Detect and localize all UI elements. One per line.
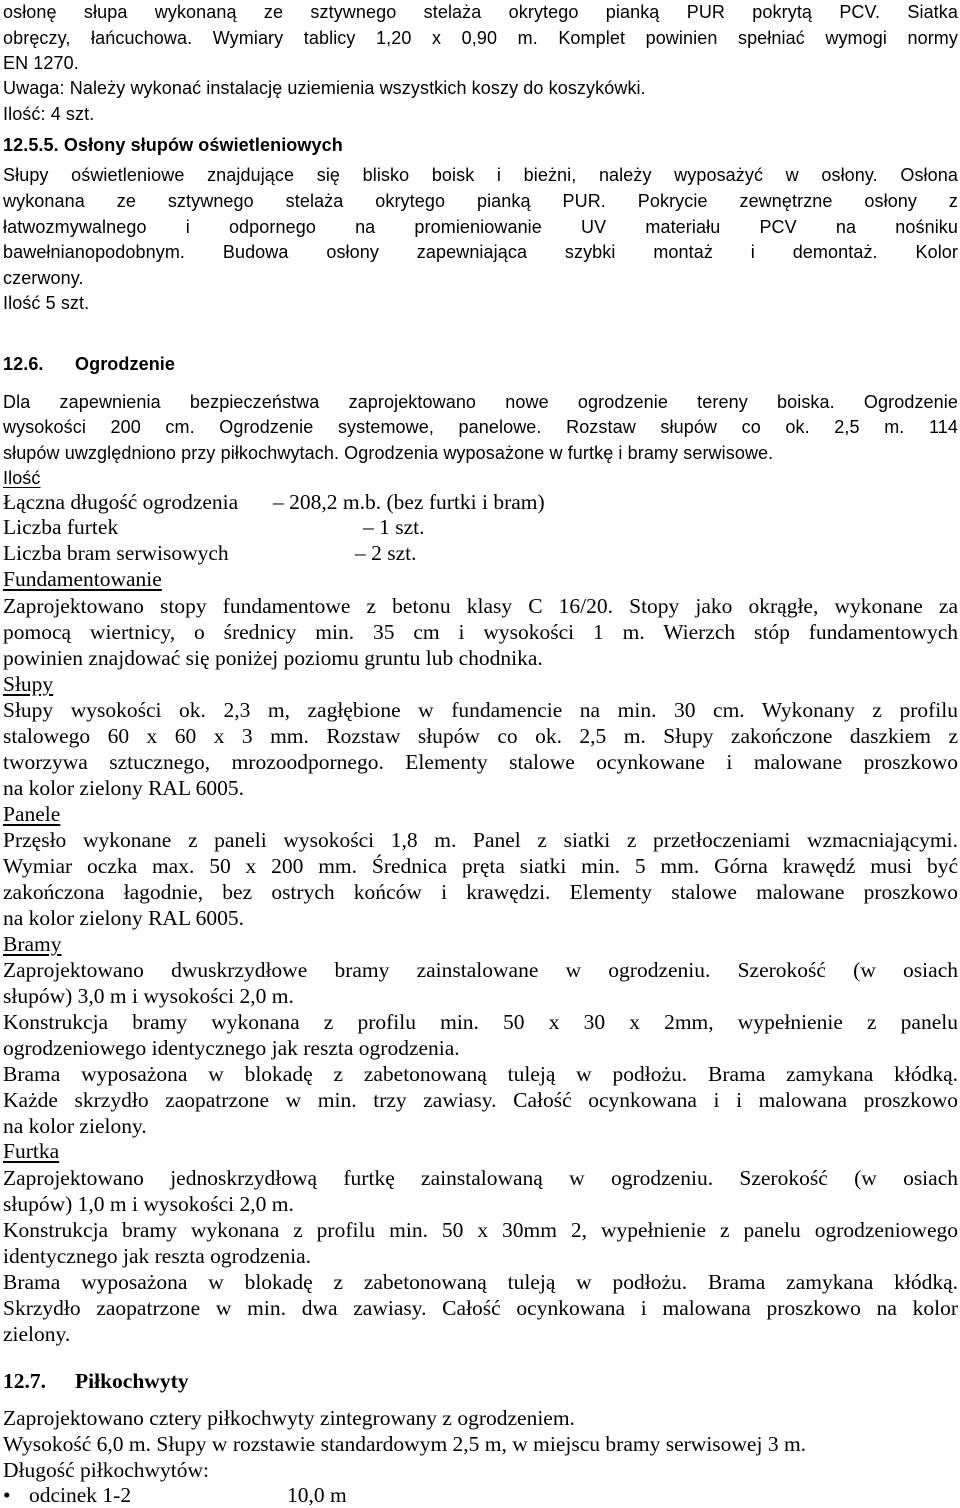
- body-text: wysokości 200 cm. Ogrodzenie systemowe, panelowe. Rozstaw słupów co ok. 2,5 m. 114: [3, 417, 958, 437]
- subheading-ilosc: Ilość: [3, 468, 41, 488]
- body-text: ogrodzeniowego identycznego jak reszta ogrodzenia.: [3, 1036, 460, 1060]
- quantity-label: Łączna długość ogrodzenia: [3, 490, 239, 514]
- quantity-label: Liczba furtek: [3, 515, 119, 539]
- body-text: Słupy oświetleniowe znajdujące się blisko boisk i bieżni, należy wyposażyć w osłony. Osłona: [3, 165, 958, 185]
- body-text: obręczy, łańcuchowa. Wymiary tablicy 1,20 x 0,90 m. Komplet powinien spełniać wymogi normy: [3, 28, 958, 48]
- body-text: Dla zapewnienia bezpieczeństwa zaprojektowano nowe ogrodzenie tereny boiska. Ogrodzenie: [3, 392, 958, 412]
- body-text: Ilość 5 szt.: [3, 293, 90, 313]
- subheading-furtka: Furtka: [3, 1139, 60, 1163]
- section-heading-12-6: [3, 354, 175, 375]
- body-text: Długość piłkochwytów:: [3, 1458, 210, 1482]
- section-title: Piłkochwyty: [75, 1369, 189, 1393]
- body-text: EN 1270.: [3, 53, 79, 73]
- section-heading-12-5-5: [3, 135, 343, 156]
- body-text: Brama wyposażona w blokadę z zabetonowaną tuleją w podłożu. Brama zamykana kłódką.: [3, 1270, 958, 1294]
- body-text: identycznego jak reszta ogrodzenia.: [3, 1244, 312, 1268]
- body-text: na kolor zielony.: [3, 1114, 147, 1138]
- body-text: Zaprojektowano dwuskrzydłowe bramy zainstalowane w ogrodzeniu. Szerokość (w osiach: [3, 958, 958, 982]
- section-number: 12.6.: [3, 354, 44, 374]
- section-title: Osłony słupów oświetleniowych: [63, 135, 343, 155]
- body-text: Słupy wysokości ok. 2,3 m, zagłębione w fundamencie na min. 30 cm. Wykonany z profilu: [3, 698, 958, 722]
- body-text: Zaprojektowano jednoskrzydłową furtkę zainstalowaną w ogrodzeniu. Szerokość (w osiach: [3, 1166, 958, 1190]
- quantity-label: Liczba bram serwisowych: [3, 541, 229, 565]
- body-text: na kolor zielony RAL 6005.: [3, 776, 245, 800]
- body-text: Zaprojektowano stopy fundamentowe z betonu klasy C 16/20. Stopy jako okrągłe, wykonane za: [3, 594, 958, 618]
- section-heading-12-7: [3, 1369, 188, 1394]
- body-text: wykonana ze sztywnego stelaża okrytego pianką PUR. Pokrycie zewnętrzne osłony z: [3, 191, 958, 211]
- body-text: Uwaga: Należy wykonać instalację uziemienia wszystkich koszy do koszykówki.: [3, 78, 646, 98]
- body-text: czerwony.: [3, 268, 84, 288]
- body-text: Skrzydło zaopatrzone w min. dwa zawiasy. Całość ocynkowana i malowana proszkowo na kolor: [3, 1296, 958, 1320]
- quantity-value: – 208,2 m.b. (bez furtki i bram): [273, 490, 545, 514]
- body-text: Konstrukcja bramy wykonana z profilu min. 50 x 30 x 2mm, wypełnienie z panelu: [3, 1010, 958, 1034]
- body-text: Ilość: 4 szt.: [3, 104, 95, 124]
- quantity-value: – 1 szt.: [363, 515, 425, 539]
- section-title: Ogrodzenie: [75, 354, 176, 374]
- body-text: Konstrukcja bramy wykonana z profilu min. 50 x 30mm 2, wypełnienie z panelu ogrodzeniowego: [3, 1218, 958, 1242]
- quantity-row: [3, 490, 545, 515]
- body-text: bawełnianopodobnym. Budowa osłony zapewniająca szybki montaż i demontaż. Kolor: [3, 242, 958, 262]
- subheading-fundamentowanie: Fundamentowanie: [3, 567, 162, 591]
- segment-value: 10,0 m: [287, 1483, 347, 1507]
- quantity-row: [3, 541, 417, 566]
- body-text: słupów uwzględniono przy piłkochwytach. Ogrodzenia wyposażone w furtkę i bramy serwisowe.: [3, 443, 774, 463]
- body-text: Zaprojektowano cztery piłkochwyty zintegrowany z ogrodzeniem.: [3, 1406, 575, 1430]
- section-number: 12.7.: [3, 1369, 46, 1393]
- subheading-bramy: Bramy: [3, 932, 62, 956]
- body-text: Brama wyposażona w blokadę z zabetonowaną tuleją w podłożu. Brama zamykana kłódką.: [3, 1062, 958, 1086]
- body-text: Przęsło wykonane z paneli wysokości 1,8 m. Panel z siatki z przetłoczeniami wzmacniającymi.: [3, 828, 958, 852]
- body-text: stalowego 60 x 60 x 3 mm. Rozstaw słupów co ok. 2,5 m. Słupy zakończone daszkiem z: [3, 724, 958, 748]
- list-item: [3, 1483, 347, 1508]
- segment-label: odcinek 1-2: [29, 1483, 132, 1507]
- subheading-panele: Panele: [3, 802, 61, 826]
- body-text: pomocą wiertnicy, o średnicy min. 35 cm i wysokości 1 m. Wierzch stóp fundamentowych: [3, 620, 958, 644]
- quantity-value: – 2 szt.: [355, 541, 417, 565]
- quantity-row: [3, 515, 425, 540]
- body-text: osłonę słupa wykonaną ze sztywnego stelaża okrytego pianką PUR pokrytą PCV. Siatka: [3, 2, 958, 22]
- body-text: Wymiar oczka max. 50 x 200 mm. Średnica pręta siatki min. 5 mm. Górna krawędź musi być: [3, 854, 958, 878]
- body-text: słupów) 1,0 m i wysokości 2,0 m.: [3, 1192, 294, 1216]
- section-number: 12.5.5.: [3, 135, 59, 155]
- body-text: tworzywa sztucznego, mrozoodpornego. Elementy stalowe ocynkowane i malowane proszkowo: [3, 750, 958, 774]
- body-text: łatwozmywalnego i odpornego na promieniowanie UV materiału PCV na nośniku: [3, 217, 958, 237]
- body-text: Każde skrzydło zaopatrzone w min. trzy zawiasy. Całość ocynkowana i i malowana proszkowo: [3, 1088, 958, 1112]
- body-text: Wysokość 6,0 m. Słupy w rozstawie standardowym 2,5 m, w miejscu bramy serwisowej 3 m.: [3, 1432, 807, 1456]
- subheading-slupy: Słupy: [3, 672, 54, 696]
- body-text: na kolor zielony RAL 6005.: [3, 906, 245, 930]
- body-text: zakończona łagodnie, bez ostrych końców i krawędzi. Elementy stalowe malowane proszkowo: [3, 880, 958, 904]
- bullet-icon: •: [3, 1483, 11, 1507]
- body-text: zielony.: [3, 1322, 71, 1346]
- body-text: słupów) 3,0 m i wysokości 2,0 m.: [3, 984, 294, 1008]
- body-text: powinien znajdować się poniżej poziomu gruntu lub chodnika.: [3, 646, 543, 670]
